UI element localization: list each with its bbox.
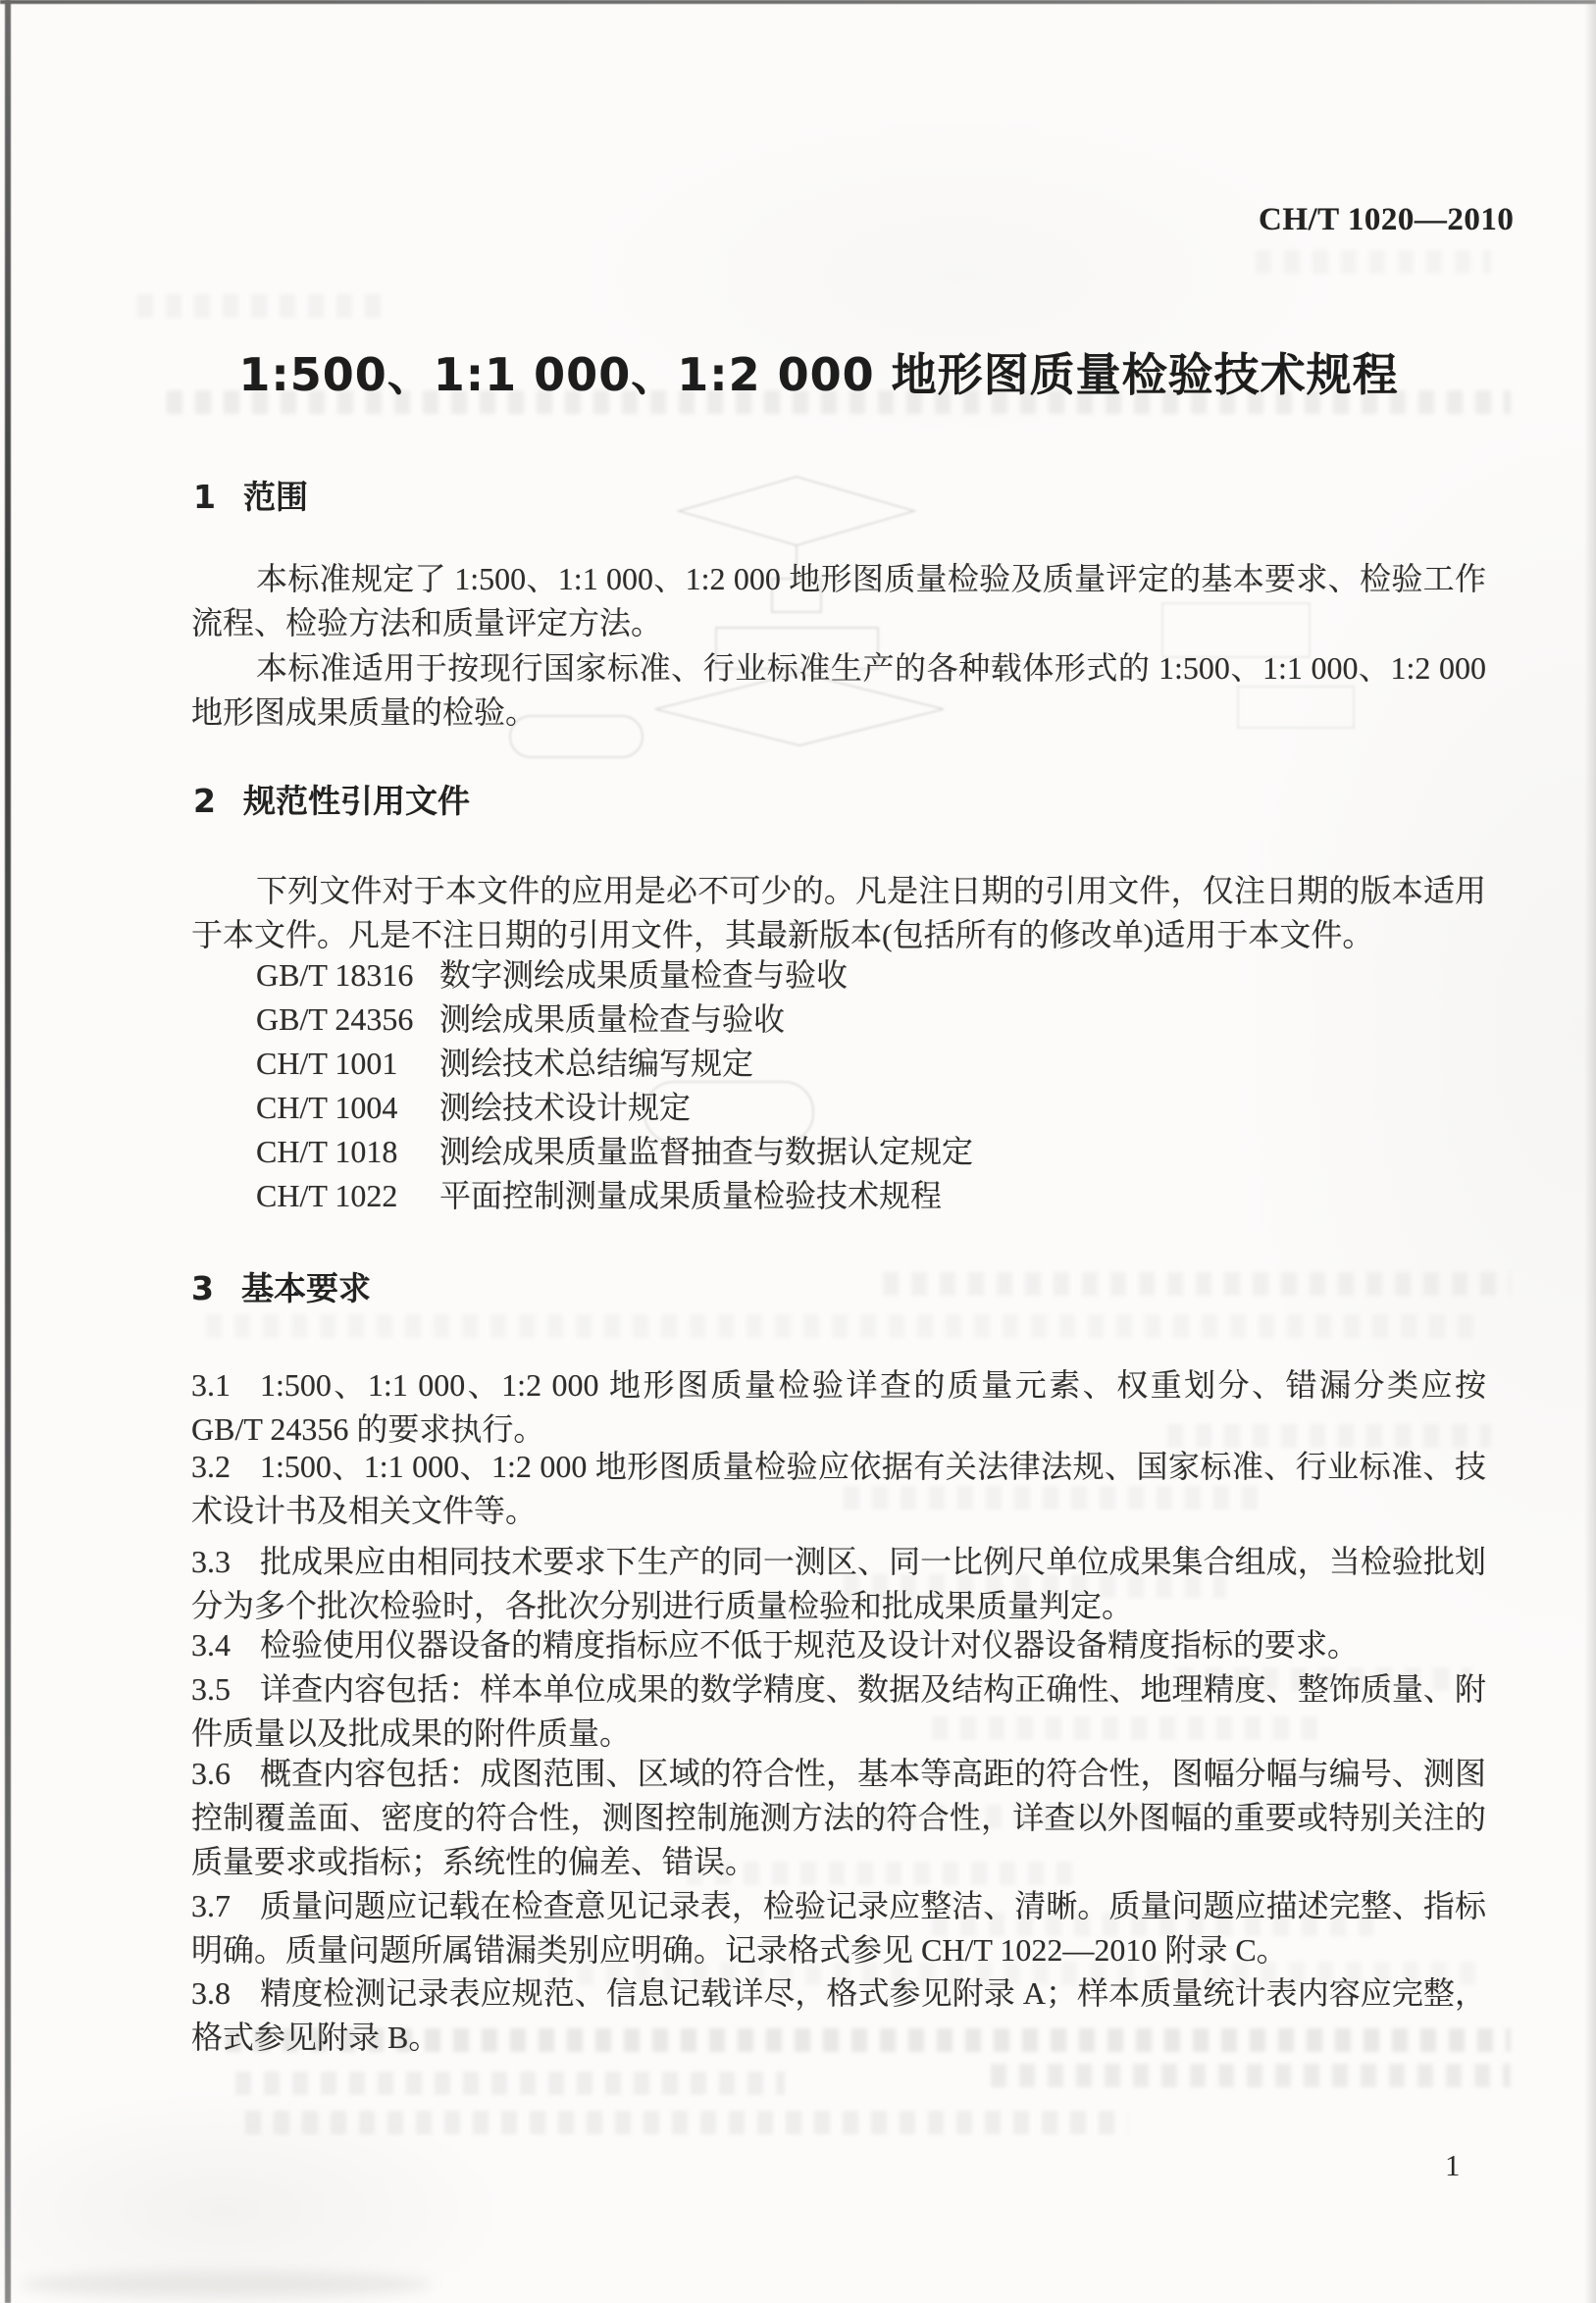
reference-item (256, 1130, 973, 1174)
section-number: 1 (193, 478, 216, 516)
section-title: 范围 (242, 478, 308, 516)
clause-3-4 (191, 1623, 1486, 1667)
scan-edge-top (0, 0, 1596, 4)
section-number: 3 (191, 1269, 214, 1307)
page-number: 1 (1445, 2148, 1461, 2182)
clause-3-3 (191, 1540, 1486, 1628)
clause-number: 3.1 (191, 1367, 231, 1403)
section-title: 基本要求 (240, 1269, 371, 1307)
reference-item (256, 953, 973, 998)
reference-title: 测绘技术设计规定 (439, 1090, 692, 1125)
clause-number: 3.5 (191, 1671, 231, 1707)
clause-text: 批成果应由相同技术要求下生产的同一测区、同一比例尺单位成果集合组成，当检验批划分为多个批次检验时，各批次分别进行质量检验和批成果质量判定。 (191, 1544, 1486, 1623)
reference-title: 平面控制测量成果质量检验技术规程 (439, 1178, 943, 1213)
reference-title: 数字测绘成果质量检查与验收 (439, 957, 849, 993)
reference-code: GB/T 24356 (256, 1001, 414, 1037)
bleedthrough-smudge (137, 294, 392, 318)
reference-item (256, 998, 973, 1042)
reference-code: GB/T 18316 (256, 957, 414, 993)
section-1-heading (193, 478, 308, 516)
reference-item (256, 1174, 973, 1218)
clause-text: 质量问题应记载在检查意见记录表，检验记录应整洁、清晰。质量问题应描述完整、指标明确。质量问题所属错漏类别应明确。记录格式参见 CH/T 1022—2010 附录 C。 (191, 1888, 1486, 1968)
reference-title: 测绘技术总结编写规定 (439, 1046, 754, 1081)
reference-code: CH/T 1001 (256, 1046, 398, 1081)
clause-number: 3.6 (191, 1756, 231, 1791)
reference-code: CH/T 1018 (256, 1134, 398, 1169)
reference-code: CH/T 1022 (256, 1178, 398, 1213)
document-title: 1:500、1:1 000、1:2 000 地形图质量检验技术规程 (238, 348, 1399, 401)
clause-text: 检验使用仪器设备的精度指标应不低于规范及设计对仪器设备精度指标的要求。 (260, 1627, 1360, 1663)
reference-item (256, 1042, 973, 1086)
reference-title: 测绘成果质量检查与验收 (439, 1001, 786, 1037)
scan-corner-smudge (20, 2272, 432, 2297)
reference-code: CH/T 1004 (256, 1090, 398, 1125)
clause-text: 1:500、1:1 000、1:2 000 地形图质量检验详查的质量元素、权重划分、错漏分类应按 GB/T 24356 的要求执行。 (191, 1367, 1486, 1447)
clause-3-2 (191, 1445, 1486, 1533)
bleedthrough-smudge (991, 2064, 1511, 2087)
scan-edge-right (1584, 0, 1596, 2303)
section-number: 2 (193, 782, 216, 820)
standard-code-header: CH/T 1020—2010 (1259, 202, 1515, 237)
clause-text: 精度检测记录表应规范、信息记载详尽，格式参见附录 A；样本质量统计表内容应完整，格式参见附录 B。 (191, 1975, 1486, 2055)
bleedthrough-smudge (883, 1272, 1511, 1296)
clause-3-6 (191, 1752, 1486, 1884)
clause-number: 3.8 (191, 1975, 231, 2011)
clause-number: 3.2 (191, 1449, 231, 1484)
reference-item (256, 1086, 973, 1130)
normative-references-intro: 下列文件对于本文件的应用是必不可少的。凡是注日期的引用文件，仅注日期的版本适用于本文件。凡是不注日期的引用文件，其最新版本(包括所有的修改单)适用于本文件。 (191, 873, 1486, 952)
clause-number: 3.3 (191, 1544, 231, 1579)
clause-text: 1:500、1:1 000、1:2 000 地形图质量检验应依据有关法律法规、国家标准、行业标准、技术设计书及相关文件等。 (191, 1449, 1486, 1528)
clause-3-7 (191, 1884, 1486, 1972)
scope-paragraph-2: 本标准适用于按现行国家标准、行业标准生产的各种载体形式的 1:500、1:1 000、1:2 000 地形图成果质量的检验。 (191, 650, 1486, 730)
bleedthrough-smudge (206, 1314, 1481, 1338)
reference-list (256, 953, 973, 1218)
clause-text: 概查内容包括：成图范围、区域的符合性，基本等高距的符合性，图幅分幅与编号、测图控制覆盖面、密度的符合性，测图控制施测方法的符合性，详查以外图幅的重要或特别关注的质量要求或指标；系统性的偏差、错误。 (191, 1756, 1486, 1879)
clause-3-8 (191, 1971, 1486, 2060)
section-2-heading (193, 782, 470, 820)
scan-edge-left (5, 0, 11, 2303)
bleedthrough-smudge (235, 2072, 785, 2095)
clause-3-1 (191, 1363, 1486, 1452)
clause-3-5 (191, 1667, 1486, 1756)
clause-number: 3.4 (191, 1627, 231, 1663)
section-title: 规范性引用文件 (242, 782, 470, 820)
bleedthrough-smudge (245, 2111, 1128, 2134)
bleedthrough-smudge (1256, 250, 1491, 274)
scope-paragraph-1: 本标准规定了 1:500、1:1 000、1:2 000 地形图质量检验及质量评定的基本要求、检验工作流程、检验方法和质量评定方法。 (191, 561, 1486, 640)
clause-text: 详查内容包括：样本单位成果的数学精度、数据及结构正确性、地理精度、整饰质量、附件质量以及批成果的附件质量。 (191, 1671, 1486, 1751)
reference-title: 测绘成果质量监督抽查与数据认定规定 (439, 1134, 974, 1169)
clause-number: 3.7 (191, 1888, 231, 1923)
section-3-heading (191, 1269, 371, 1307)
